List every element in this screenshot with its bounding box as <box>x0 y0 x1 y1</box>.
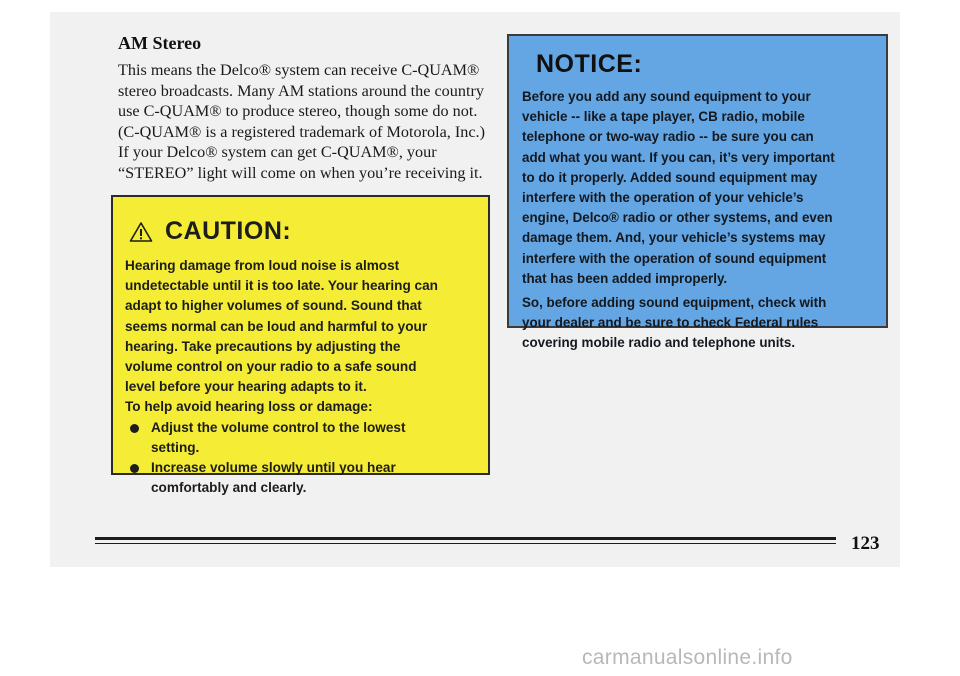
caution-line: Hearing damage from loud noise is almost <box>125 258 400 273</box>
body-line: If your Delco® system can get C-QUAM®, your <box>118 143 437 162</box>
bullet-line: Increase volume slowly until you hear <box>151 460 396 476</box>
caution-bullet-list <box>125 418 474 499</box>
notice-line: to do it properly. Added sound equipment may <box>522 169 818 185</box>
caution-line: hearing. Take precautions by adjusting the <box>125 338 401 354</box>
caution-intro: To help avoid hearing loss or damage: <box>125 399 373 415</box>
notice-line: add what you want. If you can, it’s very important <box>522 149 835 165</box>
body-line: “STEREO” light will come on when you’re receiving it. <box>118 163 483 182</box>
notice-line: vehicle -- like a tape player, CB radio, mobile <box>522 109 805 125</box>
notice-line: So, before adding sound equipment, check with <box>522 295 827 311</box>
caution-header <box>129 217 474 246</box>
caution-title: CAUTION: <box>165 217 292 245</box>
section-heading: AM Stereo <box>118 33 202 53</box>
notice-text <box>522 87 874 354</box>
notice-paragraph <box>522 87 874 289</box>
bullet-line: comfortably and clearly. <box>151 480 307 496</box>
caution-line: level before your hearing adapts to it. <box>125 379 367 395</box>
body-line: stereo broadcasts. Many AM stations around the country <box>118 81 484 100</box>
body-line: use C-QUAM® to produce stereo, though some do not. <box>118 102 478 121</box>
caution-box <box>111 195 490 496</box>
body-line: This means the Delco® system can receive C-QUAM® <box>118 61 480 79</box>
caution-line: adapt to higher volumes of sound. Sound that <box>125 298 422 314</box>
bullet-line: Adjust the volume control to the lowest <box>151 419 406 435</box>
bullet-dot-icon <box>130 424 139 433</box>
notice-line: telephone or two-way radio -- be sure you can <box>522 129 814 145</box>
caution-line: undetectable until it is too late. Your hearing can <box>125 278 438 294</box>
caution-text <box>125 256 474 498</box>
body-line: (C-QUAM® is a registered trademark of Motorola, Inc.) <box>118 122 485 141</box>
notice-line: engine, Delco® radio or other systems, and even <box>522 210 833 226</box>
notice-line: covering mobile radio and telephone units. <box>522 335 796 351</box>
footer-rule-thick <box>95 537 836 540</box>
watermark: carmanualsonline.info <box>582 646 793 669</box>
notice-paragraph <box>522 293 874 354</box>
notice-line: your dealer and be sure to check Federal rules <box>522 315 819 331</box>
notice-line: Before you add any sound equipment to your <box>522 89 811 104</box>
warning-triangle-icon <box>129 221 153 243</box>
notice-line: interfere with the operation of your vehicle’s <box>522 190 804 206</box>
notice-line: that has been added improperly. <box>522 270 728 286</box>
bullet-line: setting. <box>151 439 200 455</box>
section-body <box>118 60 498 184</box>
page-number: 123 <box>851 533 880 554</box>
caution-bullet <box>125 458 474 498</box>
bullet-dot-icon <box>130 464 139 473</box>
caution-line: seems normal can be loud and harmful to your <box>125 318 428 334</box>
footer-rule-thin <box>95 543 836 544</box>
caution-bullet <box>125 418 474 458</box>
notice-line: damage them. And, your vehicle’s systems may <box>522 230 826 246</box>
notice-line: interfere with the operation of sound equipment <box>522 250 827 266</box>
notice-title: NOTICE: <box>536 50 643 78</box>
caution-line: volume control on your radio to a safe sound <box>125 359 417 375</box>
notice-box <box>507 34 888 351</box>
